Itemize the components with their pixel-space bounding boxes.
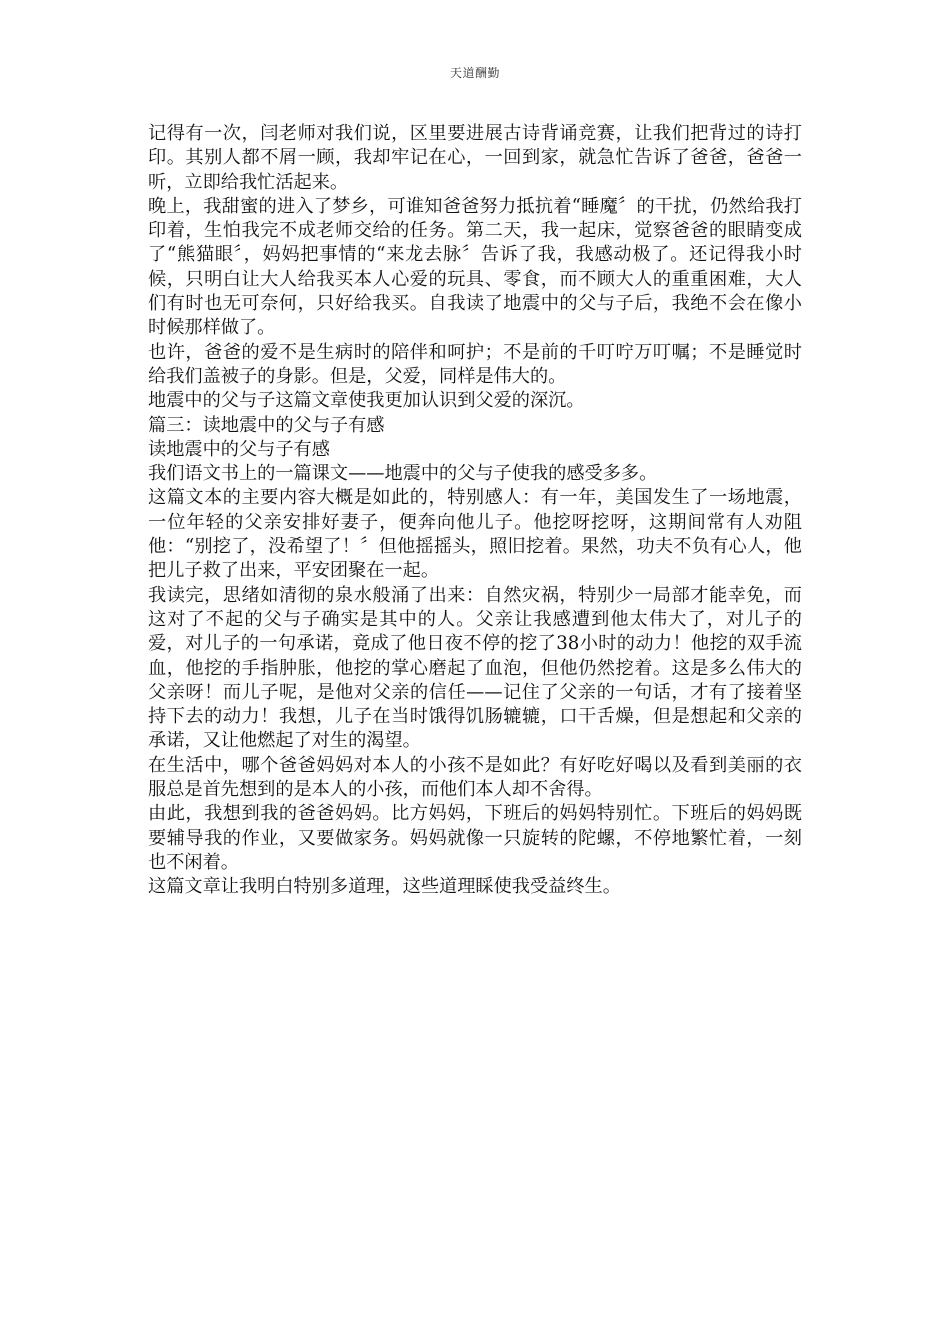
section-heading: 篇三：读地震中的父与子有感	[148, 414, 385, 436]
document-body	[148, 122, 802, 900]
paragraph: 我读完，思绪如清彻的泉水般涌了出来：自然灾祸，特别少一局部才能幸免，而这对了不起的父与子确实是其中的人。父亲让我感遭到他太伟大了，对儿子的爱，对儿子的一句承诺，竟成了他日夜不停的挖了38小时的动力！他挖的双手流血，他挖的手指肿胀，他挖的掌心磨起了血泡，但他仍然挖着。这是多么伟大的父亲呀！而儿子呢，是他对父亲的信任——记住了父亲的一句话，才有了接着坚持下去的动力！我想，儿子在当时饿得饥肠辘辘，口干舌燥，但是想起和父亲的承诺，又让他燃起了对生的渴望。	[148, 584, 802, 752]
paragraph: 在生活中，哪个爸爸妈妈对本人的小孩不是如此？有好吃好喝以及看到美丽的衣服总是首先想到的是本人的小孩，而他们本人却不舍得。	[148, 754, 802, 801]
paragraph: 这篇文章让我明白特别多道理，这些道理睬使我受益终生。	[148, 876, 621, 898]
paragraph: 我们语文书上的一篇课文——地震中的父与子使我的感受多多。	[148, 463, 658, 485]
page-header: 天道酬勤	[449, 66, 500, 80]
paragraph: 也许，爸爸的爱不是生病时的陪伴和呵护；不是前的千叮咛万叮嘱；不是睡觉时给我们盖被子的身影。但是，父爱，同样是伟大的。	[148, 341, 802, 387]
paragraph: 记得有一次，闫老师对我们说，区里要进展古诗背诵竞赛，让我们把背过的诗打印。其别人都不屑一顾，我却牢记在心，一回到家，就急忙告诉了爸爸，爸爸一听，立即给我忙活起来。	[148, 123, 802, 193]
paragraph: 这篇文本的主要内容大概是如此的，特别感人：有一年，美国发生了一场地震，一位年轻的父亲安排好妻子，便奔向他儿子。他挖呀挖呀，这期间常有人劝阻他：“别挖了，没希望了！〞但他摇摇头，照旧挖着。果然，功夫不负有心人，他把儿子救了出来，平安团聚在一起。	[148, 487, 802, 582]
paragraph: 由此，我想到我的爸爸妈妈。比方妈妈，下班后的妈妈特别忙。下班后的妈妈既要辅导我的作业，又要做家务。妈妈就像一只旋转的陀螺，不停地繁忙着，一刻也不闲着。	[148, 803, 802, 873]
paragraph: 地震中的父与子这篇文章使我更加认识到父爱的深沉。	[148, 390, 585, 412]
paragraph: 晚上，我甜蜜的进入了梦乡，可谁知爸爸努力抵抗着“睡魔〞的干扰，仍然给我打印着，生怕我完不成老师交给的任务。第二天，我一起床，觉察爸爸的眼睛变成了“熊猫眼〞，妈妈把事情的“来龙去脉〞告诉了我，我感动极了。还记得我小时候，只明白让大人给我买本人心爱的玩具、零食，而不顾大人的重重困难，大人们有时也无可奈何，只好给我买。自我读了地震中的父与子后，我绝不会在像小时候那样做了。	[148, 195, 802, 339]
article-title: 读地震中的父与子有感	[148, 438, 330, 460]
